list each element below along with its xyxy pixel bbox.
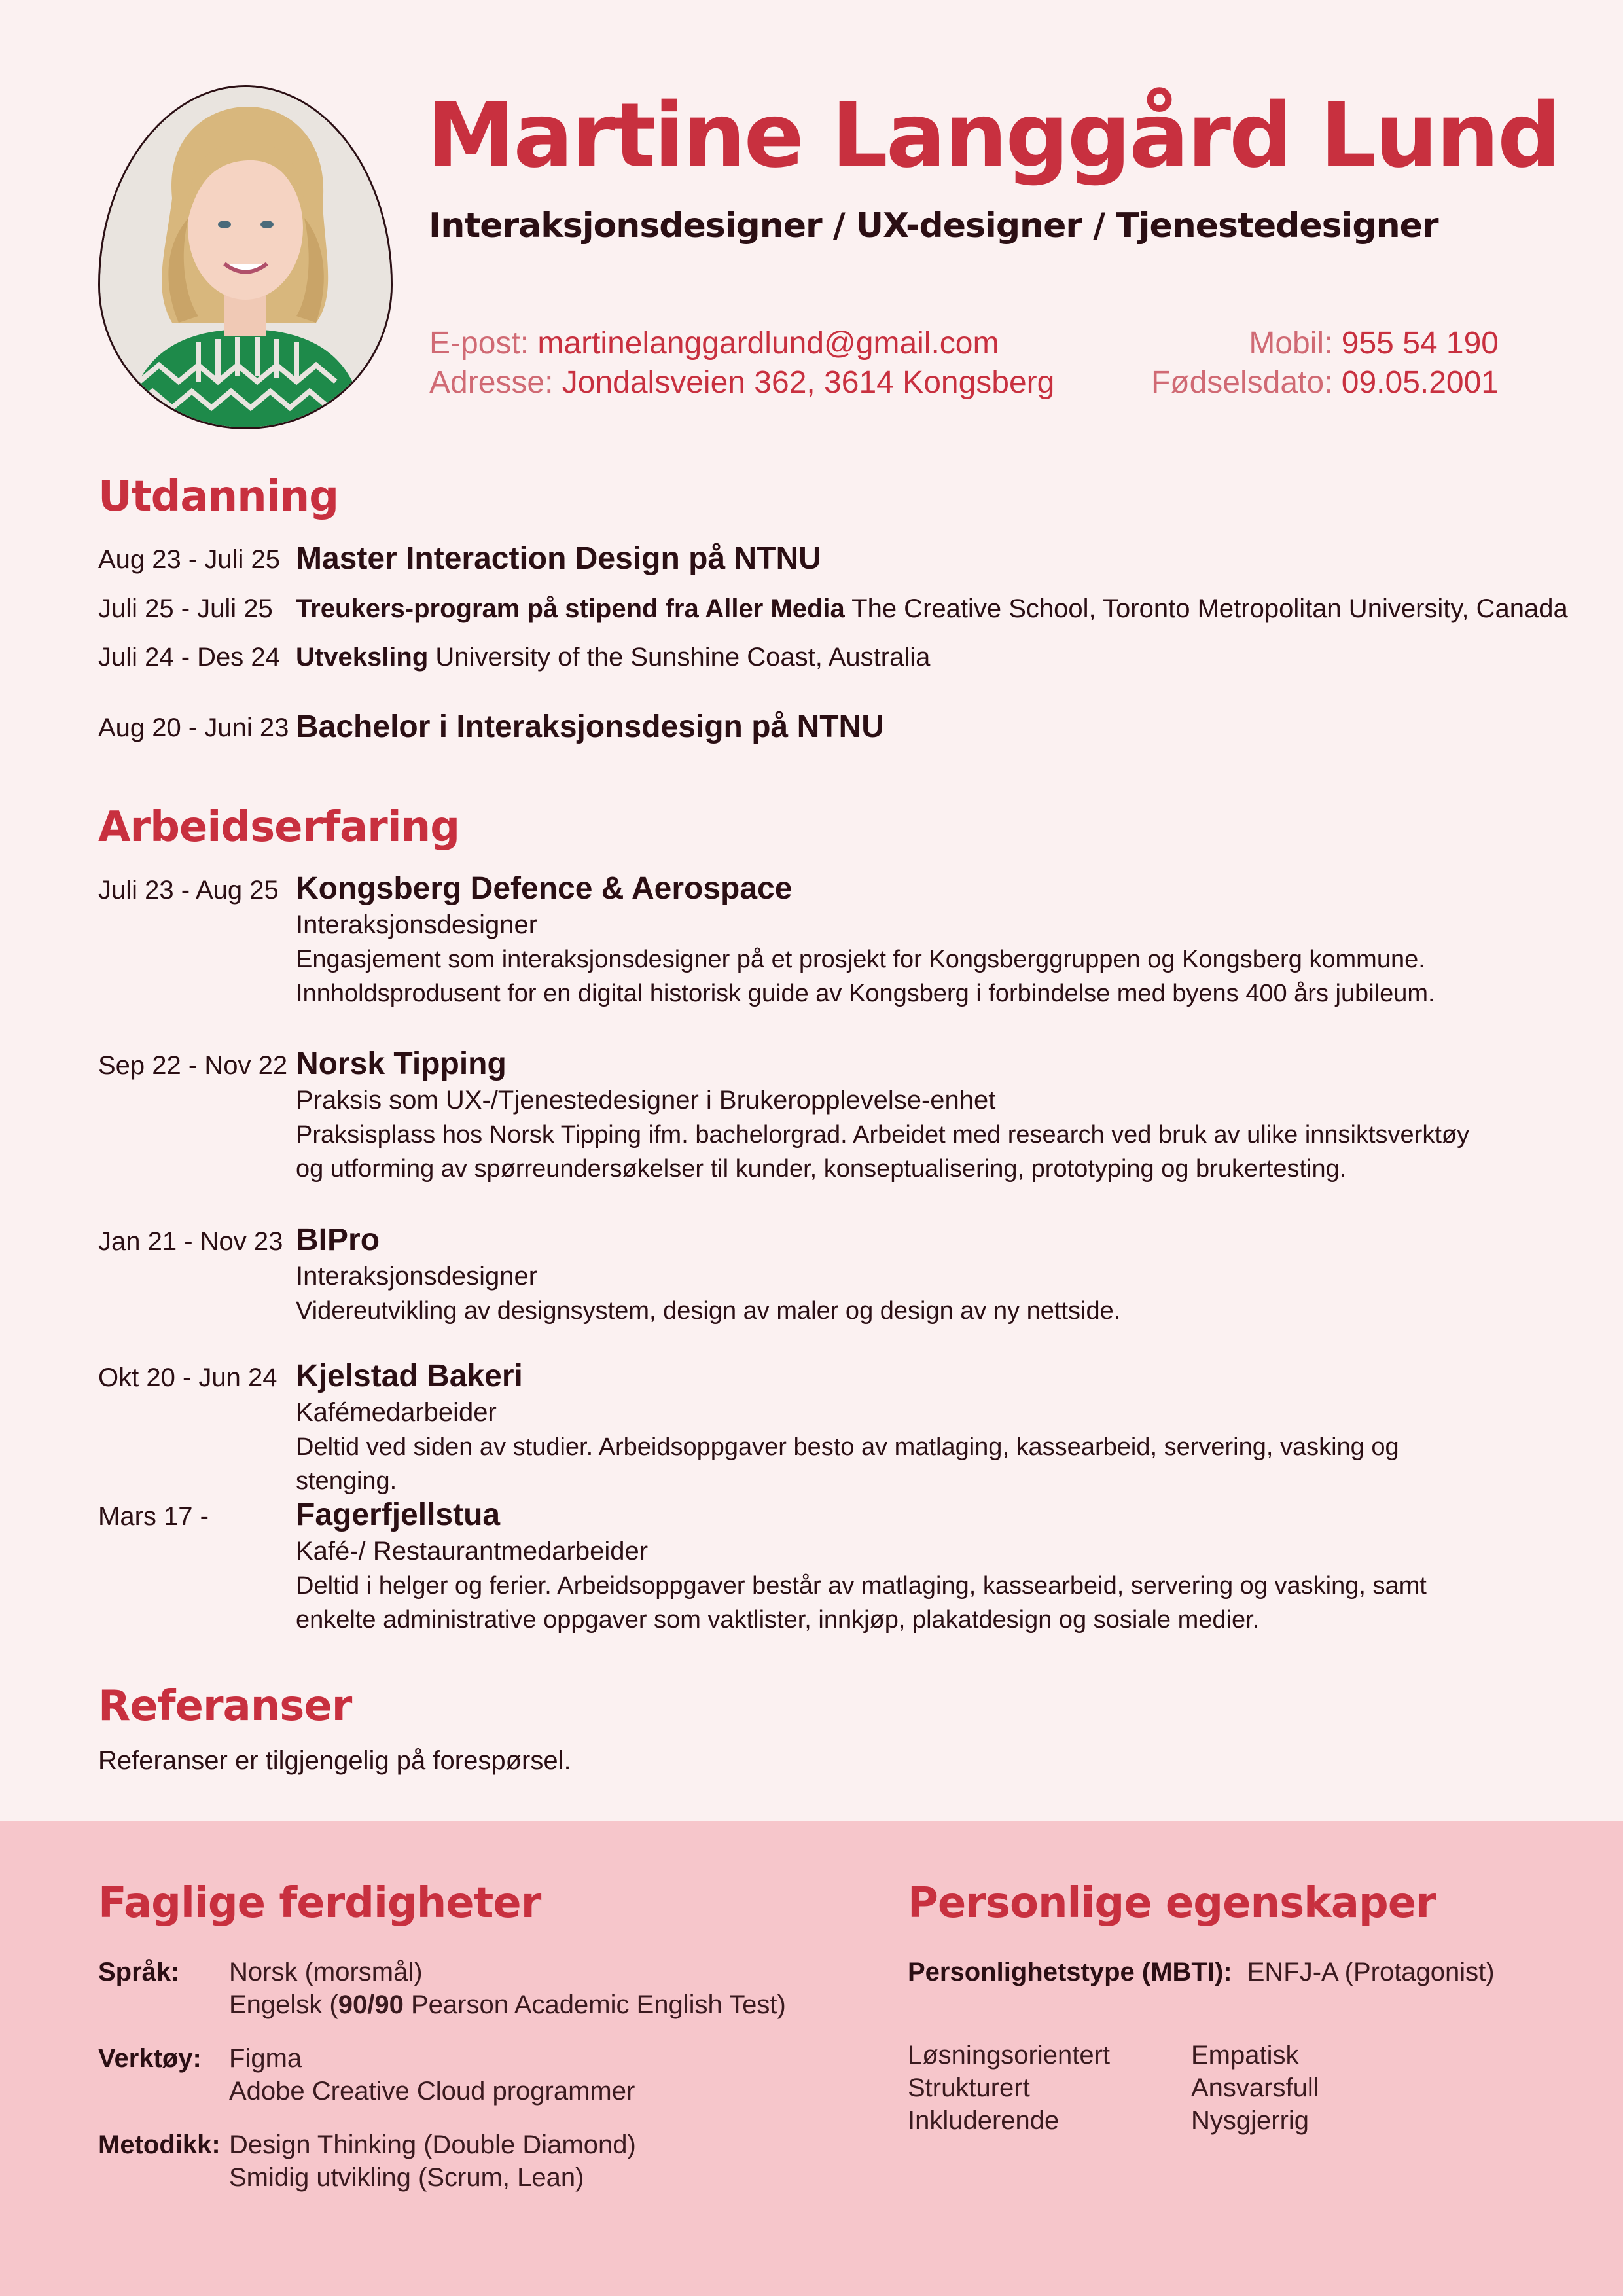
tool-item: Adobe Creative Cloud programmer <box>229 2077 635 2106</box>
job-description <box>296 1294 1507 1328</box>
language-score: 90/90 <box>338 1990 404 2019</box>
company-name: Fagerfjellstua <box>296 1498 501 1532</box>
description-line: Praksisplass hos Norsk Tipping ifm. bachelorgrad. Arbeidet med research ved bruk av ulike innsiktsverktøy <box>296 1121 1470 1149</box>
company-name: Kongsberg Defence & Aerospace <box>296 871 793 906</box>
work-date: Jan 21 - Nov 23 <box>98 1227 283 1256</box>
address-line <box>429 365 1054 401</box>
traits-column-1 <box>908 2039 1110 2137</box>
birthdate-label: Fødselsdato: <box>1150 365 1333 400</box>
education-heading: Utdanning <box>98 473 338 521</box>
education-title: Bachelor i Interaksjonsdesign på NTNU <box>296 709 884 744</box>
job-role: Kafé-/ Restaurantmedarbeider <box>296 1537 649 1566</box>
birthdate-line <box>1151 365 1499 401</box>
tools-list <box>229 2042 635 2108</box>
language-item: Norsk (morsmål) <box>229 1958 423 1986</box>
description-line: Engasjement som interaksjonsdesigner på et prosjekt for Kongsberggruppen og Kongsberg kommune. <box>296 946 1425 973</box>
method-item: Smidig utvikling (Scrum, Lean) <box>229 2163 584 2192</box>
work-heading: Arbeidserfaring <box>98 803 460 852</box>
work-entry <box>296 870 1507 1011</box>
methods-label: Metodikk: <box>98 2130 221 2159</box>
description-line: enkelte administrative oppgaver som vaktlister, innkjøp, plakatdesign og sosiale medier. <box>296 1606 1260 1634</box>
work-date: Sep 22 - Nov 22 <box>98 1051 288 1080</box>
mobile-value[interactable]: 955 54 190 <box>1341 326 1499 361</box>
references-heading: Referanser <box>98 1682 352 1731</box>
company-name: Norsk Tipping <box>296 1047 507 1081</box>
company-name: BIPro <box>296 1223 380 1257</box>
mobile-label: Mobil: <box>1249 326 1333 361</box>
job-description <box>296 942 1507 1011</box>
email-label: E-post: <box>429 326 529 361</box>
job-role: Interaksjonsdesigner <box>296 1262 538 1291</box>
birthdate-value: 09.05.2001 <box>1341 365 1499 400</box>
description-line: Deltid ved siden av studier. Arbeidsoppgaver besto av matlaging, kassearbeid, servering, vasking og stenging. <box>296 1433 1399 1495</box>
work-date: Okt 20 - Jun 24 <box>98 1363 277 1392</box>
references-text: Referanser er tilgjengelig på forespørsel. <box>98 1746 571 1775</box>
description-line: Deltid i helger og ferier. Arbeidsoppgaver består av matlaging, kassearbeid, servering og vasking, samt <box>296 1572 1427 1600</box>
language-label: Språk: <box>98 1958 180 1986</box>
job-titles: Interaksjonsdesigner / UX-designer / Tjenestedesigner <box>429 206 1438 245</box>
job-role: Praksis som UX-/Tjenestedesigner i Brukeropplevelse-enhet <box>296 1086 996 1115</box>
education-date: Aug 23 - Juli 25 <box>98 545 280 574</box>
job-description <box>296 1569 1507 1637</box>
education-entry <box>296 594 1568 624</box>
language-name: Engelsk ( <box>229 1990 338 2019</box>
job-description <box>296 1430 1507 1498</box>
personal-heading: Personlige egenskaper <box>908 1879 1436 1928</box>
education-detail: The Creative School, Toronto Metropolitan University, Canada <box>851 594 1568 623</box>
trait-item: Nysgjerrig <box>1191 2106 1310 2135</box>
education-detail: University of the Sunshine Coast, Australia <box>435 643 931 672</box>
education-date: Aug 20 - Juni 23 <box>98 713 289 742</box>
trait-item: Løsningsorientert <box>908 2041 1111 2070</box>
language-item <box>229 1988 786 2021</box>
tool-item: Figma <box>229 2044 302 2073</box>
company-name: Kjelstad Bakeri <box>296 1359 523 1393</box>
education-title: Master Interaction Design på NTNU <box>296 541 821 576</box>
description-line: Innholdsprodusent for en digital historisk guide av Kongsberg i forbindelse med byens 400 års jubileum. <box>296 980 1435 1007</box>
education-title: Utveksling <box>296 643 429 672</box>
mbti-line <box>908 1956 1495 1988</box>
trait-item: Ansvarsfull <box>1191 2073 1319 2102</box>
description-line: og utforming av spørreundersøkelser til kunder, konseptualisering, prototyping og brukertesting. <box>296 1155 1347 1183</box>
mbti-label: Personlighetstype (MBTI): <box>908 1958 1232 1986</box>
education-entry <box>296 643 1507 672</box>
email-line <box>429 325 999 361</box>
trait-item: Strukturert <box>908 2073 1030 2102</box>
email-value[interactable]: martinelanggardlund@gmail.com <box>537 326 999 361</box>
work-date: Juli 23 - Aug 25 <box>98 876 279 905</box>
address-label: Adresse: <box>429 365 554 400</box>
education-date: Juli 24 - Des 24 <box>98 643 280 672</box>
traits-column-2 <box>1191 2039 1319 2137</box>
work-entry <box>296 1222 1507 1328</box>
mbti-value: ENFJ-A (Protagonist) <box>1247 1958 1495 1986</box>
job-description <box>296 1118 1507 1186</box>
portrait-illustration <box>100 87 391 427</box>
work-date: Mars 17 - <box>98 1502 209 1531</box>
trait-item: Empatisk <box>1191 2041 1299 2070</box>
work-entry <box>296 1358 1507 1498</box>
education-title: Treukers-program på stipend fra Aller Media <box>296 594 845 623</box>
language-list <box>229 1956 786 2021</box>
profile-photo <box>98 85 393 429</box>
mobile-line <box>1249 325 1499 361</box>
methods-list <box>229 2128 636 2194</box>
description-line: Videreutvikling av designsystem, design av maler og design av ny nettside. <box>296 1297 1121 1325</box>
work-entry <box>296 1046 1507 1186</box>
job-role: Kafémedarbeider <box>296 1398 497 1427</box>
candidate-name: Martine Langgård Lund <box>427 84 1560 188</box>
tools-label: Verktøy: <box>98 2044 202 2073</box>
education-date: Juli 25 - Juli 25 <box>98 594 273 623</box>
language-test: Pearson Academic English Test) <box>403 1990 786 2019</box>
trait-item: Inkluderende <box>908 2106 1060 2135</box>
address-value: Jondalsveien 362, 3614 Kongsberg <box>562 365 1055 400</box>
work-entry <box>296 1497 1507 1637</box>
method-item: Design Thinking (Double Diamond) <box>229 2130 636 2159</box>
skills-heading: Faglige ferdigheter <box>98 1879 541 1928</box>
job-role: Interaksjonsdesigner <box>296 910 538 939</box>
